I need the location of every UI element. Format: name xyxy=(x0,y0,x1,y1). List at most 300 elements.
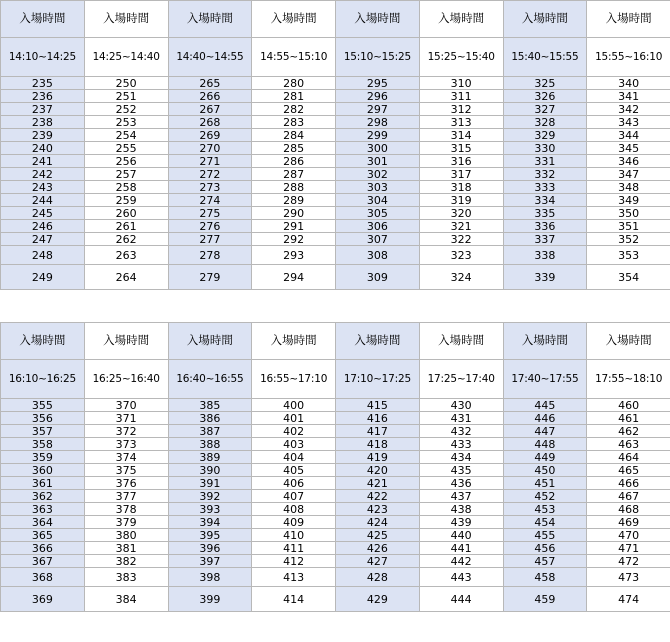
ticket-number-cell: 449 xyxy=(503,451,587,464)
ticket-number-cell: 430 xyxy=(419,399,503,412)
table-row xyxy=(1,425,670,438)
ticket-number-cell: 340 xyxy=(587,77,670,90)
ticket-number-cell: 296 xyxy=(336,90,420,103)
ticket-number-cell: 312 xyxy=(419,103,503,116)
ticket-number-cell: 437 xyxy=(419,490,503,503)
ticket-number-cell: 424 xyxy=(336,516,420,529)
table-row xyxy=(1,516,670,529)
table-row xyxy=(1,116,670,129)
ticket-number-cell: 356 xyxy=(1,412,85,425)
ticket-number-cell: 471 xyxy=(587,542,670,555)
ticket-number-cell: 350 xyxy=(587,207,670,220)
ticket-number-cell: 458 xyxy=(503,568,587,587)
ticket-number-cell: 397 xyxy=(168,555,252,568)
ticket-number-cell: 333 xyxy=(503,181,587,194)
ticket-number-cell: 467 xyxy=(587,490,670,503)
ticket-number-cell: 265 xyxy=(168,77,252,90)
column-header: 入場時間 xyxy=(84,1,168,38)
ticket-number-cell: 436 xyxy=(419,477,503,490)
ticket-number-cell: 332 xyxy=(503,168,587,181)
ticket-number-cell: 273 xyxy=(168,181,252,194)
column-header: 入場時間 xyxy=(587,323,670,360)
ticket-number-cell: 380 xyxy=(84,529,168,542)
ticket-number-cell: 288 xyxy=(252,181,336,194)
time-range-cell: 17:40~17:55 xyxy=(503,360,587,399)
table-row xyxy=(1,142,670,155)
ticket-number-cell: 383 xyxy=(84,568,168,587)
ticket-number-cell: 393 xyxy=(168,503,252,516)
ticket-number-cell: 373 xyxy=(84,438,168,451)
time-range-row xyxy=(1,360,670,399)
ticket-number-cell: 249 xyxy=(1,265,85,290)
ticket-number-cell: 322 xyxy=(419,233,503,246)
time-range-cell: 15:55~16:10 xyxy=(587,38,670,77)
ticket-number-cell: 274 xyxy=(168,194,252,207)
ticket-number-cell: 425 xyxy=(336,529,420,542)
ticket-number-cell: 327 xyxy=(503,103,587,116)
ticket-number-cell: 452 xyxy=(503,490,587,503)
time-range-cell: 17:25~17:40 xyxy=(419,360,503,399)
ticket-number-cell: 339 xyxy=(503,265,587,290)
ticket-number-cell: 377 xyxy=(84,490,168,503)
column-header: 入場時間 xyxy=(1,323,85,360)
ticket-number-cell: 359 xyxy=(1,451,85,464)
column-header: 入場時間 xyxy=(1,1,85,38)
ticket-number-cell: 287 xyxy=(252,168,336,181)
ticket-number-cell: 349 xyxy=(587,194,670,207)
ticket-number-cell: 407 xyxy=(252,490,336,503)
ticket-number-cell: 259 xyxy=(84,194,168,207)
ticket-number-cell: 316 xyxy=(419,155,503,168)
ticket-number-cell: 346 xyxy=(587,155,670,168)
ticket-number-cell: 307 xyxy=(336,233,420,246)
ticket-number-cell: 286 xyxy=(252,155,336,168)
ticket-number-cell: 364 xyxy=(1,516,85,529)
ticket-number-cell: 420 xyxy=(336,464,420,477)
ticket-number-cell: 469 xyxy=(587,516,670,529)
column-header: 入場時間 xyxy=(336,1,420,38)
ticket-number-cell: 423 xyxy=(336,503,420,516)
entry-time-table-1 xyxy=(0,0,670,290)
ticket-number-cell: 305 xyxy=(336,207,420,220)
ticket-number-cell: 403 xyxy=(252,438,336,451)
ticket-number-cell: 266 xyxy=(168,90,252,103)
ticket-number-cell: 414 xyxy=(252,587,336,612)
ticket-number-cell: 470 xyxy=(587,529,670,542)
time-range-cell: 16:55~17:10 xyxy=(252,360,336,399)
time-range-cell: 16:40~16:55 xyxy=(168,360,252,399)
ticket-number-cell: 334 xyxy=(503,194,587,207)
ticket-number-cell: 398 xyxy=(168,568,252,587)
time-range-cell: 16:10~16:25 xyxy=(1,360,85,399)
column-header: 入場時間 xyxy=(419,323,503,360)
column-header: 入場時間 xyxy=(84,323,168,360)
ticket-number-cell: 378 xyxy=(84,503,168,516)
ticket-number-cell: 369 xyxy=(1,587,85,612)
ticket-number-cell: 272 xyxy=(168,168,252,181)
ticket-number-cell: 246 xyxy=(1,220,85,233)
ticket-number-cell: 275 xyxy=(168,207,252,220)
ticket-number-cell: 252 xyxy=(84,103,168,116)
ticket-number-cell: 303 xyxy=(336,181,420,194)
table-row xyxy=(1,464,670,477)
ticket-number-cell: 394 xyxy=(168,516,252,529)
ticket-number-cell: 295 xyxy=(336,77,420,90)
ticket-number-cell: 460 xyxy=(587,399,670,412)
ticket-number-cell: 258 xyxy=(84,181,168,194)
ticket-number-cell: 290 xyxy=(252,207,336,220)
ticket-number-cell: 439 xyxy=(419,516,503,529)
ticket-number-cell: 285 xyxy=(252,142,336,155)
entry-time-table-2 xyxy=(0,322,670,612)
ticket-number-cell: 386 xyxy=(168,412,252,425)
ticket-number-cell: 451 xyxy=(503,477,587,490)
ticket-number-cell: 405 xyxy=(252,464,336,477)
ticket-number-cell: 462 xyxy=(587,425,670,438)
ticket-number-cell: 236 xyxy=(1,90,85,103)
ticket-number-cell: 301 xyxy=(336,155,420,168)
ticket-number-cell: 247 xyxy=(1,233,85,246)
ticket-number-cell: 318 xyxy=(419,181,503,194)
ticket-number-cell: 408 xyxy=(252,503,336,516)
ticket-number-cell: 412 xyxy=(252,555,336,568)
time-range-row xyxy=(1,38,670,77)
ticket-number-cell: 415 xyxy=(336,399,420,412)
ticket-number-cell: 352 xyxy=(587,233,670,246)
table-row xyxy=(1,412,670,425)
ticket-number-cell: 367 xyxy=(1,555,85,568)
ticket-number-cell: 347 xyxy=(587,168,670,181)
ticket-number-cell: 326 xyxy=(503,90,587,103)
ticket-number-cell: 283 xyxy=(252,116,336,129)
table-row xyxy=(1,503,670,516)
ticket-number-cell: 447 xyxy=(503,425,587,438)
ticket-number-cell: 255 xyxy=(84,142,168,155)
table-row xyxy=(1,542,670,555)
table-row xyxy=(1,77,670,90)
ticket-number-cell: 457 xyxy=(503,555,587,568)
ticket-number-cell: 433 xyxy=(419,438,503,451)
ticket-number-cell: 344 xyxy=(587,129,670,142)
ticket-number-cell: 269 xyxy=(168,129,252,142)
ticket-number-cell: 396 xyxy=(168,542,252,555)
ticket-number-cell: 368 xyxy=(1,568,85,587)
ticket-number-cell: 387 xyxy=(168,425,252,438)
ticket-number-cell: 353 xyxy=(587,246,670,265)
table-row xyxy=(1,103,670,116)
ticket-number-cell: 281 xyxy=(252,90,336,103)
ticket-number-cell: 413 xyxy=(252,568,336,587)
ticket-number-cell: 366 xyxy=(1,542,85,555)
ticket-number-cell: 438 xyxy=(419,503,503,516)
column-header: 入場時間 xyxy=(587,1,670,38)
ticket-number-cell: 456 xyxy=(503,542,587,555)
ticket-number-cell: 293 xyxy=(252,246,336,265)
time-range-cell: 16:25~16:40 xyxy=(84,360,168,399)
ticket-number-cell: 271 xyxy=(168,155,252,168)
column-header: 入場時間 xyxy=(336,323,420,360)
ticket-number-cell: 292 xyxy=(252,233,336,246)
table-row xyxy=(1,168,670,181)
column-header: 入場時間 xyxy=(503,1,587,38)
time-range-cell: 14:25~14:40 xyxy=(84,38,168,77)
time-range-cell: 14:10~14:25 xyxy=(1,38,85,77)
ticket-number-cell: 263 xyxy=(84,246,168,265)
ticket-number-cell: 354 xyxy=(587,265,670,290)
ticket-number-cell: 254 xyxy=(84,129,168,142)
ticket-number-cell: 276 xyxy=(168,220,252,233)
ticket-number-cell: 389 xyxy=(168,451,252,464)
ticket-number-cell: 409 xyxy=(252,516,336,529)
ticket-number-cell: 298 xyxy=(336,116,420,129)
ticket-number-cell: 342 xyxy=(587,103,670,116)
table-row xyxy=(1,399,670,412)
ticket-number-cell: 422 xyxy=(336,490,420,503)
ticket-number-cell: 402 xyxy=(252,425,336,438)
ticket-number-cell: 361 xyxy=(1,477,85,490)
ticket-number-cell: 304 xyxy=(336,194,420,207)
ticket-number-cell: 284 xyxy=(252,129,336,142)
ticket-number-cell: 427 xyxy=(336,555,420,568)
ticket-number-cell: 381 xyxy=(84,542,168,555)
ticket-number-cell: 241 xyxy=(1,155,85,168)
ticket-number-cell: 315 xyxy=(419,142,503,155)
ticket-number-cell: 370 xyxy=(84,399,168,412)
ticket-number-cell: 444 xyxy=(419,587,503,612)
ticket-number-cell: 376 xyxy=(84,477,168,490)
ticket-number-cell: 348 xyxy=(587,181,670,194)
ticket-number-cell: 302 xyxy=(336,168,420,181)
header-row xyxy=(1,323,670,360)
ticket-number-cell: 417 xyxy=(336,425,420,438)
ticket-number-cell: 455 xyxy=(503,529,587,542)
ticket-number-cell: 336 xyxy=(503,220,587,233)
ticket-number-cell: 243 xyxy=(1,181,85,194)
ticket-number-cell: 472 xyxy=(587,555,670,568)
ticket-number-cell: 473 xyxy=(587,568,670,587)
ticket-number-cell: 363 xyxy=(1,503,85,516)
table-row xyxy=(1,490,670,503)
ticket-number-cell: 391 xyxy=(168,477,252,490)
table-row xyxy=(1,90,670,103)
ticket-number-cell: 331 xyxy=(503,155,587,168)
column-header: 入場時間 xyxy=(252,1,336,38)
ticket-number-cell: 260 xyxy=(84,207,168,220)
ticket-number-cell: 282 xyxy=(252,103,336,116)
ticket-number-cell: 390 xyxy=(168,464,252,477)
ticket-number-cell: 337 xyxy=(503,233,587,246)
table-row xyxy=(1,194,670,207)
ticket-number-cell: 291 xyxy=(252,220,336,233)
column-header: 入場時間 xyxy=(168,323,252,360)
ticket-number-cell: 311 xyxy=(419,90,503,103)
ticket-number-cell: 461 xyxy=(587,412,670,425)
ticket-number-cell: 314 xyxy=(419,129,503,142)
column-header: 入場時間 xyxy=(503,323,587,360)
ticket-number-cell: 270 xyxy=(168,142,252,155)
ticket-number-cell: 294 xyxy=(252,265,336,290)
table-row xyxy=(1,477,670,490)
ticket-number-cell: 426 xyxy=(336,542,420,555)
ticket-number-cell: 317 xyxy=(419,168,503,181)
ticket-number-cell: 245 xyxy=(1,207,85,220)
ticket-number-cell: 384 xyxy=(84,587,168,612)
ticket-number-cell: 355 xyxy=(1,399,85,412)
ticket-number-cell: 418 xyxy=(336,438,420,451)
ticket-number-cell: 308 xyxy=(336,246,420,265)
ticket-number-cell: 351 xyxy=(587,220,670,233)
ticket-number-cell: 446 xyxy=(503,412,587,425)
table-row xyxy=(1,587,670,612)
ticket-number-cell: 357 xyxy=(1,425,85,438)
ticket-number-cell: 306 xyxy=(336,220,420,233)
ticket-number-cell: 400 xyxy=(252,399,336,412)
ticket-number-cell: 362 xyxy=(1,490,85,503)
ticket-number-cell: 459 xyxy=(503,587,587,612)
ticket-number-cell: 248 xyxy=(1,246,85,265)
ticket-number-cell: 448 xyxy=(503,438,587,451)
ticket-number-cell: 279 xyxy=(168,265,252,290)
ticket-number-cell: 465 xyxy=(587,464,670,477)
ticket-number-cell: 441 xyxy=(419,542,503,555)
table-row xyxy=(1,555,670,568)
ticket-number-cell: 399 xyxy=(168,587,252,612)
ticket-number-cell: 392 xyxy=(168,490,252,503)
ticket-number-cell: 297 xyxy=(336,103,420,116)
ticket-number-cell: 238 xyxy=(1,116,85,129)
table-row xyxy=(1,207,670,220)
ticket-number-cell: 321 xyxy=(419,220,503,233)
ticket-number-cell: 432 xyxy=(419,425,503,438)
ticket-number-cell: 428 xyxy=(336,568,420,587)
ticket-number-cell: 313 xyxy=(419,116,503,129)
ticket-number-cell: 261 xyxy=(84,220,168,233)
ticket-number-cell: 466 xyxy=(587,477,670,490)
ticket-number-cell: 237 xyxy=(1,103,85,116)
ticket-number-cell: 309 xyxy=(336,265,420,290)
column-header: 入場時間 xyxy=(252,323,336,360)
ticket-number-cell: 411 xyxy=(252,542,336,555)
ticket-number-cell: 442 xyxy=(419,555,503,568)
ticket-number-cell: 474 xyxy=(587,587,670,612)
ticket-number-cell: 242 xyxy=(1,168,85,181)
table-row xyxy=(1,529,670,542)
ticket-number-cell: 454 xyxy=(503,516,587,529)
ticket-number-cell: 388 xyxy=(168,438,252,451)
ticket-number-cell: 310 xyxy=(419,77,503,90)
ticket-number-cell: 431 xyxy=(419,412,503,425)
header-row xyxy=(1,1,670,38)
time-range-cell: 14:55~15:10 xyxy=(252,38,336,77)
time-range-cell: 15:40~15:55 xyxy=(503,38,587,77)
table-row xyxy=(1,220,670,233)
ticket-number-cell: 256 xyxy=(84,155,168,168)
table-row xyxy=(1,181,670,194)
ticket-number-cell: 453 xyxy=(503,503,587,516)
ticket-number-cell: 406 xyxy=(252,477,336,490)
ticket-number-cell: 320 xyxy=(419,207,503,220)
table-row xyxy=(1,155,670,168)
ticket-number-cell: 395 xyxy=(168,529,252,542)
ticket-number-cell: 325 xyxy=(503,77,587,90)
ticket-number-cell: 379 xyxy=(84,516,168,529)
ticket-number-cell: 300 xyxy=(336,142,420,155)
ticket-number-cell: 419 xyxy=(336,451,420,464)
ticket-number-cell: 434 xyxy=(419,451,503,464)
time-range-cell: 17:10~17:25 xyxy=(336,360,420,399)
column-header: 入場時間 xyxy=(168,1,252,38)
ticket-number-cell: 264 xyxy=(84,265,168,290)
ticket-number-cell: 374 xyxy=(84,451,168,464)
ticket-number-cell: 235 xyxy=(1,77,85,90)
ticket-number-cell: 244 xyxy=(1,194,85,207)
ticket-number-cell: 345 xyxy=(587,142,670,155)
ticket-number-cell: 330 xyxy=(503,142,587,155)
column-header: 入場時間 xyxy=(419,1,503,38)
ticket-number-cell: 421 xyxy=(336,477,420,490)
ticket-number-cell: 382 xyxy=(84,555,168,568)
ticket-number-cell: 410 xyxy=(252,529,336,542)
ticket-number-cell: 443 xyxy=(419,568,503,587)
ticket-number-cell: 385 xyxy=(168,399,252,412)
ticket-number-cell: 324 xyxy=(419,265,503,290)
time-range-cell: 14:40~14:55 xyxy=(168,38,252,77)
ticket-number-cell: 240 xyxy=(1,142,85,155)
ticket-number-cell: 323 xyxy=(419,246,503,265)
time-range-cell: 17:55~18:10 xyxy=(587,360,670,399)
ticket-number-cell: 250 xyxy=(84,77,168,90)
ticket-number-cell: 277 xyxy=(168,233,252,246)
ticket-number-cell: 404 xyxy=(252,451,336,464)
ticket-number-cell: 358 xyxy=(1,438,85,451)
ticket-number-cell: 450 xyxy=(503,464,587,477)
table-row xyxy=(1,233,670,246)
ticket-number-cell: 464 xyxy=(587,451,670,464)
time-range-cell: 15:25~15:40 xyxy=(419,38,503,77)
table-row xyxy=(1,568,670,587)
table-row xyxy=(1,438,670,451)
ticket-number-cell: 299 xyxy=(336,129,420,142)
ticket-number-cell: 435 xyxy=(419,464,503,477)
ticket-number-cell: 329 xyxy=(503,129,587,142)
ticket-number-cell: 289 xyxy=(252,194,336,207)
table-row xyxy=(1,451,670,464)
ticket-number-cell: 253 xyxy=(84,116,168,129)
ticket-number-cell: 463 xyxy=(587,438,670,451)
ticket-number-cell: 251 xyxy=(84,90,168,103)
ticket-number-cell: 343 xyxy=(587,116,670,129)
ticket-number-cell: 280 xyxy=(252,77,336,90)
ticket-number-cell: 267 xyxy=(168,103,252,116)
ticket-number-cell: 335 xyxy=(503,207,587,220)
ticket-number-cell: 372 xyxy=(84,425,168,438)
ticket-number-cell: 445 xyxy=(503,399,587,412)
ticket-number-cell: 319 xyxy=(419,194,503,207)
ticket-number-cell: 257 xyxy=(84,168,168,181)
time-range-cell: 15:10~15:25 xyxy=(336,38,420,77)
ticket-number-cell: 401 xyxy=(252,412,336,425)
table-row xyxy=(1,265,670,290)
ticket-number-cell: 416 xyxy=(336,412,420,425)
ticket-number-cell: 371 xyxy=(84,412,168,425)
ticket-number-cell: 328 xyxy=(503,116,587,129)
ticket-number-cell: 278 xyxy=(168,246,252,265)
ticket-number-cell: 239 xyxy=(1,129,85,142)
table-row xyxy=(1,129,670,142)
ticket-number-cell: 375 xyxy=(84,464,168,477)
ticket-number-cell: 365 xyxy=(1,529,85,542)
ticket-number-cell: 360 xyxy=(1,464,85,477)
